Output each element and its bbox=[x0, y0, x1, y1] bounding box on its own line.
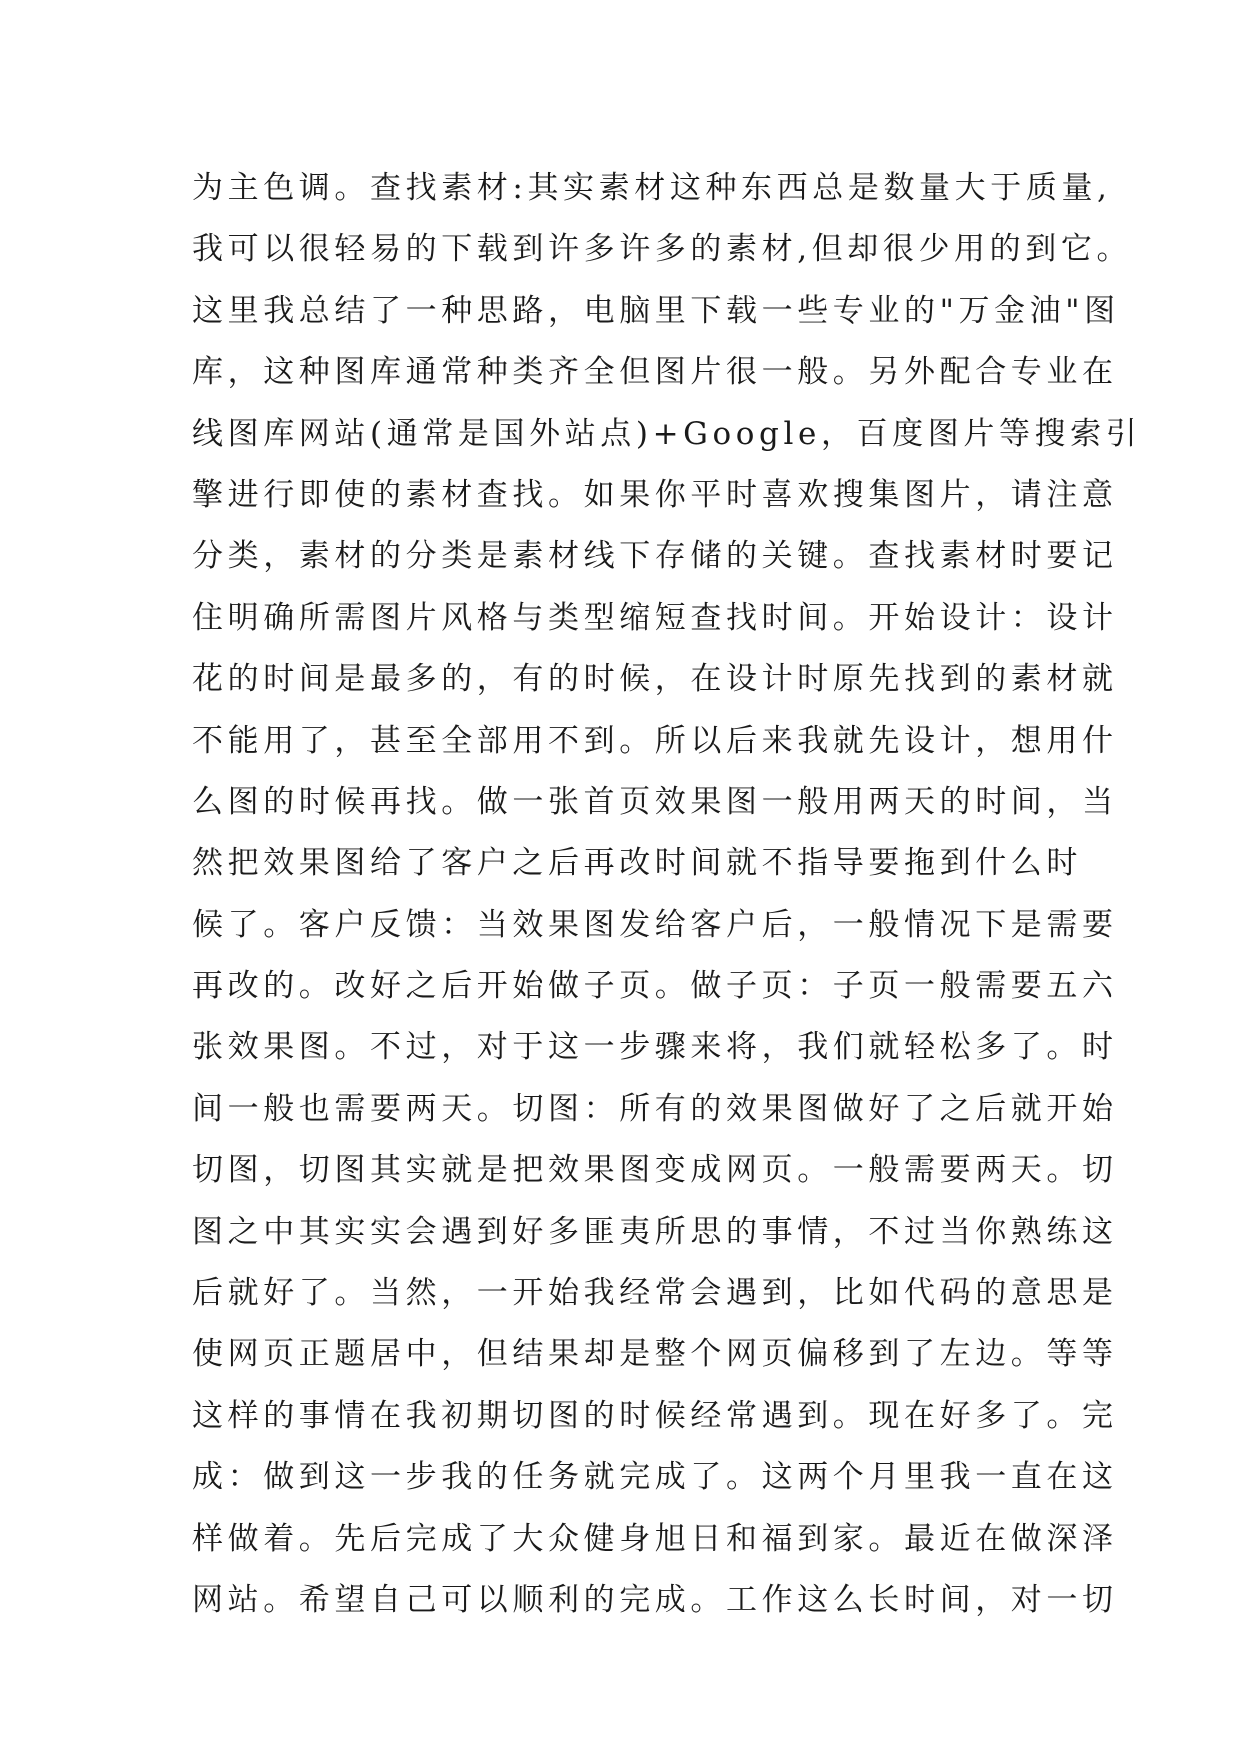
text-line: 我可以很轻易的下载到许多许多的素材,但却很少用的到它。 bbox=[192, 231, 1133, 268]
text-line: 张效果图。不过，对于这一步骤来将，我们就轻松多了。时 bbox=[192, 1029, 1118, 1066]
text-line: 花的时间是最多的，有的时候，在设计时原先找到的素材就 bbox=[192, 661, 1118, 698]
text-line: 擎进行即使的素材查找。如果你平时喜欢搜集图片，请注意 bbox=[192, 476, 1118, 513]
text-line: 再改的。改好之后开始做子页。做子页：子页一般需要五六 bbox=[192, 968, 1118, 1005]
text-line: 这里我总结了一种思路，电脑里下载一些专业的"万金油"图 bbox=[192, 292, 1120, 329]
text-line: 线图库网站(通常是国外站点)+Google，百度图片等搜索引 bbox=[192, 415, 1142, 452]
text-line: 么图的时候再找。做一张首页效果图一般用两天的时间，当 bbox=[192, 783, 1118, 820]
text-line: 图之中其实实会遇到好多匪夷所思的事情，不过当你熟练这 bbox=[192, 1213, 1118, 1250]
text-line: 后就好了。当然，一开始我经常会遇到，比如代码的意思是 bbox=[192, 1275, 1118, 1312]
text-line: 切图，切图其实就是把效果图变成网页。一般需要两天。切 bbox=[192, 1152, 1118, 1189]
text-line: 使网页正题居中，但结果却是整个网页偏移到了左边。等等 bbox=[192, 1336, 1118, 1373]
text-line: 住明确所需图片风格与类型缩短查找时间。开始设计：设计 bbox=[192, 599, 1118, 636]
text-line: 为主色调。查找素材:其实素材这种东西总是数量大于质量, bbox=[192, 170, 1112, 206]
body-text bbox=[192, 158, 1142, 1631]
text-line: 不能用了，甚至全部用不到。所以后来我就先设计，想用什 bbox=[192, 722, 1118, 759]
text-line: 间一般也需要两天。切图：所有的效果图做好了之后就开始 bbox=[192, 1090, 1118, 1127]
text-line: 然把效果图给了客户之后再改时间就不指导要拖到什么时 bbox=[192, 845, 1082, 882]
text-line: 成：做到这一步我的任务就完成了。这两个月里我一直在这 bbox=[192, 1459, 1118, 1496]
text-line: 分类，素材的分类是素材线下存储的关键。查找素材时要记 bbox=[192, 538, 1118, 575]
text-line: 这样的事情在我初期切图的时候经常遇到。现在好多了。完 bbox=[192, 1397, 1118, 1434]
text-line: 样做着。先后完成了大众健身旭日和福到家。最近在做深泽 bbox=[192, 1520, 1118, 1557]
text-line: 网站。希望自己可以顺利的完成。工作这么长时间，对一切 bbox=[192, 1581, 1118, 1618]
text-line: 库，这种图库通常种类齐全但图片很一般。另外配合专业在 bbox=[192, 354, 1118, 391]
text-line: 候了。客户反馈：当效果图发给客户后，一般情况下是需要 bbox=[192, 906, 1118, 943]
